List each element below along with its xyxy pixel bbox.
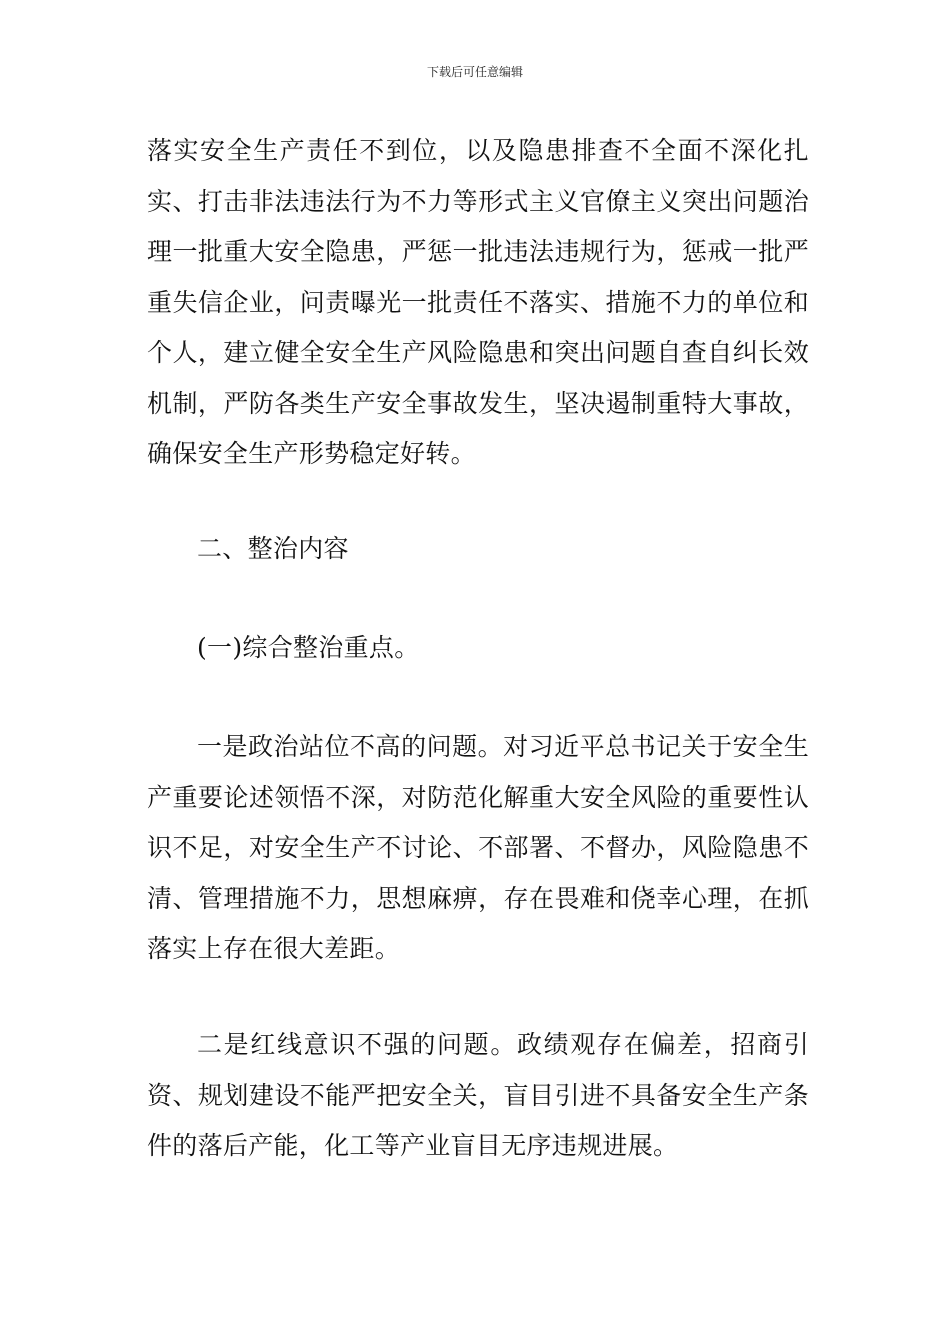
- page-header: 下载后可任意编辑: [426, 65, 523, 79]
- section-heading-text: 二、整治内容: [197, 534, 349, 563]
- paragraph-item-two: [147, 1020, 809, 1172]
- paragraph-continuation: [147, 126, 809, 480]
- section-heading: [147, 524, 809, 575]
- paragraph-item-one: [147, 722, 809, 975]
- paragraph-text: 一是政治站位不高的问题。对习近平总书记关于安全生产重要论述领悟不深，对防范化解重大安全风险的重要性认识不足，对安全生产不讨论、不部署、不督办，风险隐患不清、管理措施不力，思想麻痹，存在畏难和侥幸心理，在抓落实上存在很大差距。: [147, 732, 809, 963]
- subsection-heading: [147, 623, 809, 674]
- paragraph-text: 落实安全生产责任不到位，以及隐患排查不全面不深化扎实、打击非法违法行为不力等形式主义官僚主义突出问题治理一批重大安全隐患，严惩一批违法违规行为，惩戒一批严重失信企业，问责曝光一批责任不落实、措施不力的单位和个人，建立健全安全生产风险隐患和突出问题自查自纠长效机制，严防各类生产安全事故发生，坚决遏制重特大事故，确保安全生产形势稳定好转。: [147, 136, 809, 468]
- paragraph-text: 二是红线意识不强的问题。政绩观存在偏差，招商引资、规划建设不能严把安全关，盲目引进不具备安全生产条件的落后产能，化工等产业盲目无序违规进展。: [147, 1030, 809, 1160]
- subsection-heading-text: (一)综合整治重点。: [197, 633, 420, 662]
